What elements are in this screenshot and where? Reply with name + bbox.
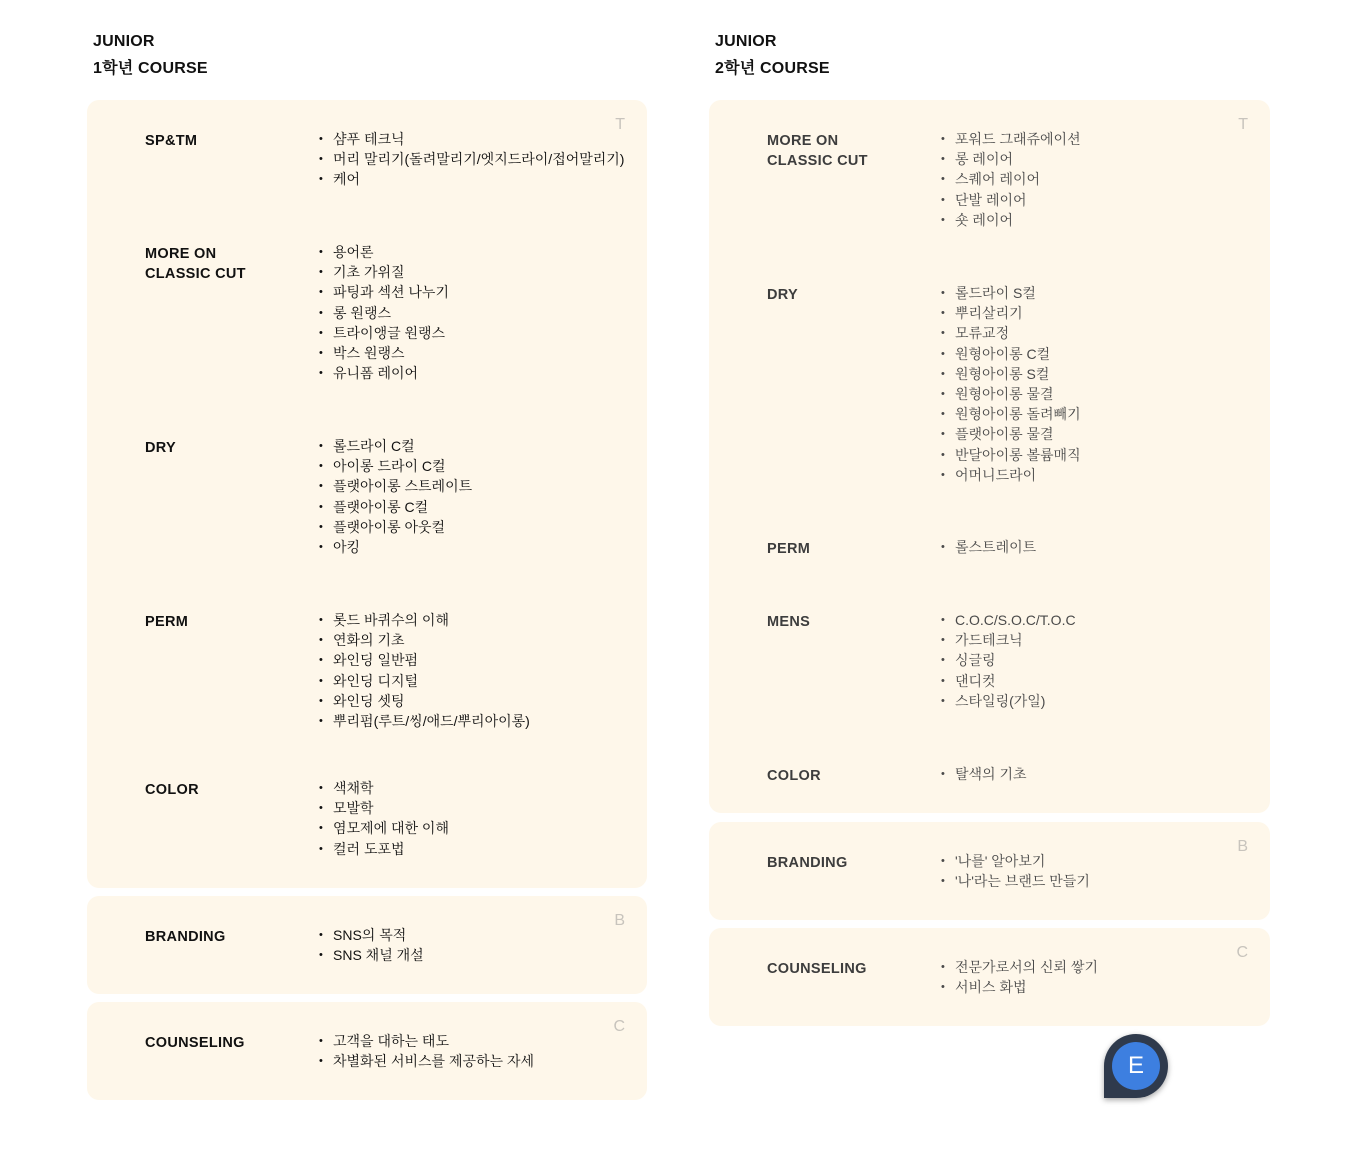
list-item: • 플랫아이롱 물결 <box>941 424 1081 444</box>
list-item: • 플랫아이롱 스트레이트 <box>319 476 472 496</box>
list-item: • 원형아이롱 S컬 <box>941 364 1081 384</box>
chat-launcher-label: E <box>1112 1042 1160 1090</box>
list-item: • 파팅과 섹션 나누기 <box>319 282 449 302</box>
section-category: BRANDING <box>145 929 226 945</box>
list-item: • 아이롱 드라이 C컬 <box>319 456 472 476</box>
list-item: • 포워드 그래쥬에이션 <box>941 129 1081 149</box>
list-item: • 유니폼 레이어 <box>319 363 449 383</box>
section-items <box>941 283 1081 485</box>
section-items <box>319 129 624 190</box>
card-letter: T <box>615 116 625 133</box>
course-title: 1학년 COURSE <box>93 60 208 77</box>
list-item: • 원형아이롱 돌려빼기 <box>941 404 1081 424</box>
list-item: • 가드테크닉 <box>941 630 1076 650</box>
course-level: JUNIOR <box>93 33 155 50</box>
list-item: • 샴푸 테크닉 <box>319 129 624 149</box>
section-items <box>319 925 424 965</box>
section-category: COLOR <box>145 782 199 798</box>
section-category: MORE ON CLASSIC CUT <box>145 246 246 282</box>
section-category: MENS <box>767 614 811 630</box>
course-heading <box>93 28 208 82</box>
list-item: • C.O.C/S.O.C/T.O.C <box>941 610 1076 630</box>
list-item: • 플랫아이롱 아웃컬 <box>319 517 472 537</box>
list-item: • 케어 <box>319 169 624 189</box>
list-item: • 롤스트레이트 <box>941 537 1036 557</box>
section-items <box>941 537 1036 557</box>
section-category: PERM <box>145 614 189 630</box>
course-heading <box>715 28 830 82</box>
list-item: • SNS의 목적 <box>319 925 424 945</box>
section-items <box>941 851 1090 891</box>
list-item: • 트라이앵글 원랭스 <box>319 323 449 343</box>
list-item: • 뿌리살리기 <box>941 303 1081 323</box>
section-category: BRANDING <box>767 855 848 871</box>
list-item: • 반달아이롱 볼륨매직 <box>941 445 1081 465</box>
list-item: • 롤드라이 C컬 <box>319 436 472 456</box>
list-item: • 단발 레이어 <box>941 190 1081 210</box>
list-item: • '나를' 알아보기 <box>941 851 1090 871</box>
list-item: • 스퀘어 레이어 <box>941 169 1081 189</box>
technique-card <box>709 100 1270 813</box>
section-category: COLOR <box>767 768 821 784</box>
chat-launcher-button[interactable] <box>1104 1034 1168 1098</box>
list-item: • 롱 레이어 <box>941 149 1081 169</box>
list-item: • 고객을 대하는 태도 <box>319 1031 534 1051</box>
section-items <box>941 957 1098 997</box>
section-items <box>319 610 530 731</box>
section-items <box>319 436 472 557</box>
list-item: • 서비스 화법 <box>941 977 1098 997</box>
list-item: • 스타일링(가일) <box>941 691 1076 711</box>
section-category: MORE ON CLASSIC CUT <box>767 133 868 169</box>
list-item: • 아킹 <box>319 537 472 557</box>
counseling-card <box>709 928 1270 1026</box>
counseling-card <box>87 1002 647 1100</box>
list-item: • 차별화된 서비스를 제공하는 자세 <box>319 1051 534 1071</box>
section-category: COUNSELING <box>145 1035 245 1051</box>
list-item: • 와인딩 셋팅 <box>319 691 530 711</box>
list-item: • 와인딩 디지털 <box>319 671 530 691</box>
list-item: • 모발학 <box>319 798 449 818</box>
card-letter: B <box>614 912 625 929</box>
list-item: • 롯드 바퀴수의 이해 <box>319 610 530 630</box>
list-item: • 롱 원랭스 <box>319 303 449 323</box>
list-item: • 염모제에 대한 이해 <box>319 818 449 838</box>
list-item: • '나'라는 브랜드 만들기 <box>941 871 1090 891</box>
section-items <box>319 242 449 383</box>
list-item: • 롤드라이 S컬 <box>941 283 1081 303</box>
card-letter: B <box>1237 838 1248 855</box>
section-category: PERM <box>767 541 811 557</box>
section-category: DRY <box>145 440 176 456</box>
list-item: • 댄디컷 <box>941 671 1076 691</box>
list-item: • 모류교정 <box>941 323 1081 343</box>
course-title: 2학년 COURSE <box>715 60 830 77</box>
list-item: • SNS 채널 개설 <box>319 945 424 965</box>
list-item: • 컬러 도포법 <box>319 839 449 859</box>
section-items <box>319 1031 534 1071</box>
list-item: • 와인딩 일반펌 <box>319 650 530 670</box>
section-items <box>941 764 1027 784</box>
section-category: DRY <box>767 287 798 303</box>
branding-card <box>87 896 647 994</box>
card-letter: T <box>1238 116 1248 133</box>
list-item: • 전문가로서의 신뢰 쌓기 <box>941 957 1098 977</box>
list-item: • 원형아이롱 물결 <box>941 384 1081 404</box>
section-items <box>941 129 1081 230</box>
list-item: • 박스 원랭스 <box>319 343 449 363</box>
list-item: • 원형아이롱 C컬 <box>941 344 1081 364</box>
list-item: • 어머니드라이 <box>941 465 1081 485</box>
list-item: • 색채학 <box>319 778 449 798</box>
technique-card <box>87 100 647 888</box>
list-item: • 연화의 기초 <box>319 630 530 650</box>
list-item: • 뿌리펌(루트/씽/애드/뿌리아이롱) <box>319 711 530 731</box>
card-letter: C <box>1236 944 1248 961</box>
section-category: COUNSELING <box>767 961 867 977</box>
list-item: • 싱글링 <box>941 650 1076 670</box>
list-item: • 기초 가위질 <box>319 262 449 282</box>
branding-card <box>709 822 1270 920</box>
section-items <box>319 778 449 859</box>
list-item: • 탈색의 기초 <box>941 764 1027 784</box>
course-level: JUNIOR <box>715 33 777 50</box>
section-items <box>941 610 1076 711</box>
list-item: • 용어론 <box>319 242 449 262</box>
card-letter: C <box>613 1018 625 1035</box>
list-item: • 플랫아이롱 C컬 <box>319 497 472 517</box>
list-item: • 머리 말리기(돌려말리기/엣지드라이/접어말리기) <box>319 149 624 169</box>
section-category: SP&TM <box>145 133 198 149</box>
list-item: • 숏 레이어 <box>941 210 1081 230</box>
